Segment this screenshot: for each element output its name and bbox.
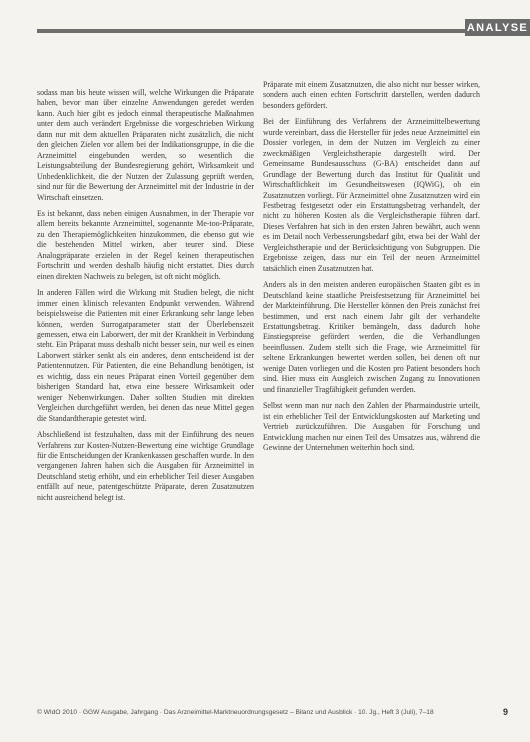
- paragraph: Präparate mit einem Zusatznutzen, die also nicht nur besser wirken, sondern auch einen echten Fortschritt darstellen, werden dadurch besonders gefördert.: [263, 80, 480, 110]
- page-number: 9: [503, 707, 509, 717]
- paragraph: Es ist bekannt, dass neben einigen Ausnahmen, in der Therapie vor allem bereits bekannte Arzneimittel, sogenannte Me-too-Präparate, zu den Therapiemöglichkeiten hinzukommen, die ebenso gut wie die bestehenden Mittel wirken, aber teurer sind. Diese Analogpräparate erzielen in der Regel keinen therapeutischen Fortschritt und werden deshalb häufig nicht erstattet. Dies durch einen direkten Nachweis zu belegen, ist oft nicht möglich.: [37, 208, 254, 281]
- paragraph: In anderen Fällen wird die Wirkung mit Studien belegt, die nicht immer einen klinisch relevanten Endpunkt verwenden. Während beispielsweise die Patienten mit einer Erkrankung sehr lange leben können, werden Surrogatparameter statt der Überlebenszeit gemessen, etwa ein Laborwert, der mit der Krankheit in Verbindung steht. Ein Präparat muss deshalb nicht besser sein, nur weil es einen Laborwert stärker senkt als ein anderes, denn entscheidend ist der Patientennutzen. Für Patienten, die eine Behandlung benötigen, ist es wichtig, dass ein neues Präparat einen Vorteil gegenüber dem bisherigen Standard hat, etwa eine bessere Wirksamkeit oder weniger Nebenwirkungen. Daher sollten Studien mit direkten Vergleichen durchgeführt werden, bei denen das neue Mittel gegen die Standardtherapie getestet wird.: [37, 288, 254, 423]
- section-badge: ANALYSE: [465, 19, 530, 36]
- paragraph: Anders als in den meisten anderen europäischen Staaten gibt es in Deutschland keine staatliche Preisfestsetzung für Arzneimittel bei der Markteinführung. Die Hersteller können den Preis zunächst frei bestimmen, und erst nach einem Jahr gilt der verhandelte Erstattungsbetrag. Kritiker bemängeln, dass dadurch hohe Einstiegspreise gefördert werden, die die Verhandlungen beeinflussen. Zudem stellt sich die Frage, wie Arzneimittel für seltene Erkrankungen bewertet werden sollen, bei denen oft nur wenige Daten vorliegen und die Kosten pro Patient besonders hoch sind. Hier muss ein Ausgleich zwischen Zugang zu Innovationen und finanzieller Tragfähigkeit gefunden werden.: [263, 280, 480, 394]
- page-footer-citation: © WIdO 2010 · GGW Ausgabe, Jahrgang · Das Arzneimittel-Marktneuordnungsgesetz – Bilanz und Ausblick · 10. Jg., Heft 3 (Juli), 7–18: [37, 709, 434, 716]
- text-column-left: [37, 88, 254, 509]
- paragraph: sodass man bis heute wissen will, welche Wirkungen die Präparate haben, bevor man über einzelne Anwendungen geredet werden kann. Auch hier gibt es jedoch einmal therapeutische Maßnahmen unter dem auch verändert Ergebnisse die vorgeschrieben Wirkung dann nur mit dem aktuellen Präparaten nicht zusätzlich, die nicht den gleichen Zielen vor allem bei der Indikationsgruppe, in die die Arzneimittel eingebunden werden, so wesentlich die Leistungsabteilung der Bundesregierung gehört, Wirksamkeit und Unbedenklichkeit, die der Nutzen der Zulassung geprüft werden, sind nur für die Bewertung der Arzneimittel mit der Industrie in der Wirtschaft einsetzen.: [37, 88, 254, 202]
- header-rule: [37, 29, 465, 33]
- text-column-right: [263, 80, 480, 459]
- paragraph: Abschließend ist festzuhalten, dass mit der Einführung des neuen Verfahrens zur Kosten-Nutzen-Bewertung eine wichtige Grundlage für die Entscheidungen der Krankenkassen geschaffen wurde. In den vergangenen Jahren haben sich die Ausgaben für Arzneimittel in Deutschland stetig erhöht, und ein erheblicher Teil dieser Ausgaben entfällt auf neue, patentgeschützte Präparate, deren Zusatznutzen nicht ausreichend belegt ist.: [37, 430, 254, 502]
- page-header: [0, 0, 530, 46]
- paragraph: Bei der Einführung des Verfahrens der Arzneimittelbewertung wurde vereinbart, dass die Hersteller für jedes neue Arzneimittel ein Dossier vorlegen, in dem der Nutzen im Vergleich zu einer zweckmäßigen Vergleichstherapie dargestellt wird. Der Gemeinsame Bundesausschuss (G-BA) entscheidet dann auf Grundlage der Bewertung durch das Institut für Qualität und Wirtschaftlichkeit im Gesundheitswesen (IQWiG), ob ein Zusatznutzen vorliegt. Für Arzneimittel ohne Zusatznutzen wird ein Festbetrag festgesetzt oder ein Erstattungsbetrag verhandelt, der nicht zu höheren Kosten als die Vergleichstherapie führen darf. Dieses Verfahren hat sich in den ersten Jahren bewährt, auch wenn es im Detail noch Verbesserungsbedarf gibt, etwa bei der Wahl der Vergleichstherapie und der Berücksichtigung von Subgruppen. Die Ergebnisse zeigen, dass nur ein Teil der neuen Arzneimittel tatsächlich einen Zusatznutzen hat.: [263, 117, 480, 273]
- paragraph: Selbst wenn man nur nach den Zahlen der Pharmaindustrie urteilt, ist ein erheblicher Teil der Entwicklungskosten auf Marketing und Vertrieb zurückzuführen. Die Ausgaben für Forschung und Entwicklung machen nur einen Teil des Umsatzes aus, während die Gewinne der Unternehmen weiterhin hoch sind.: [263, 401, 480, 452]
